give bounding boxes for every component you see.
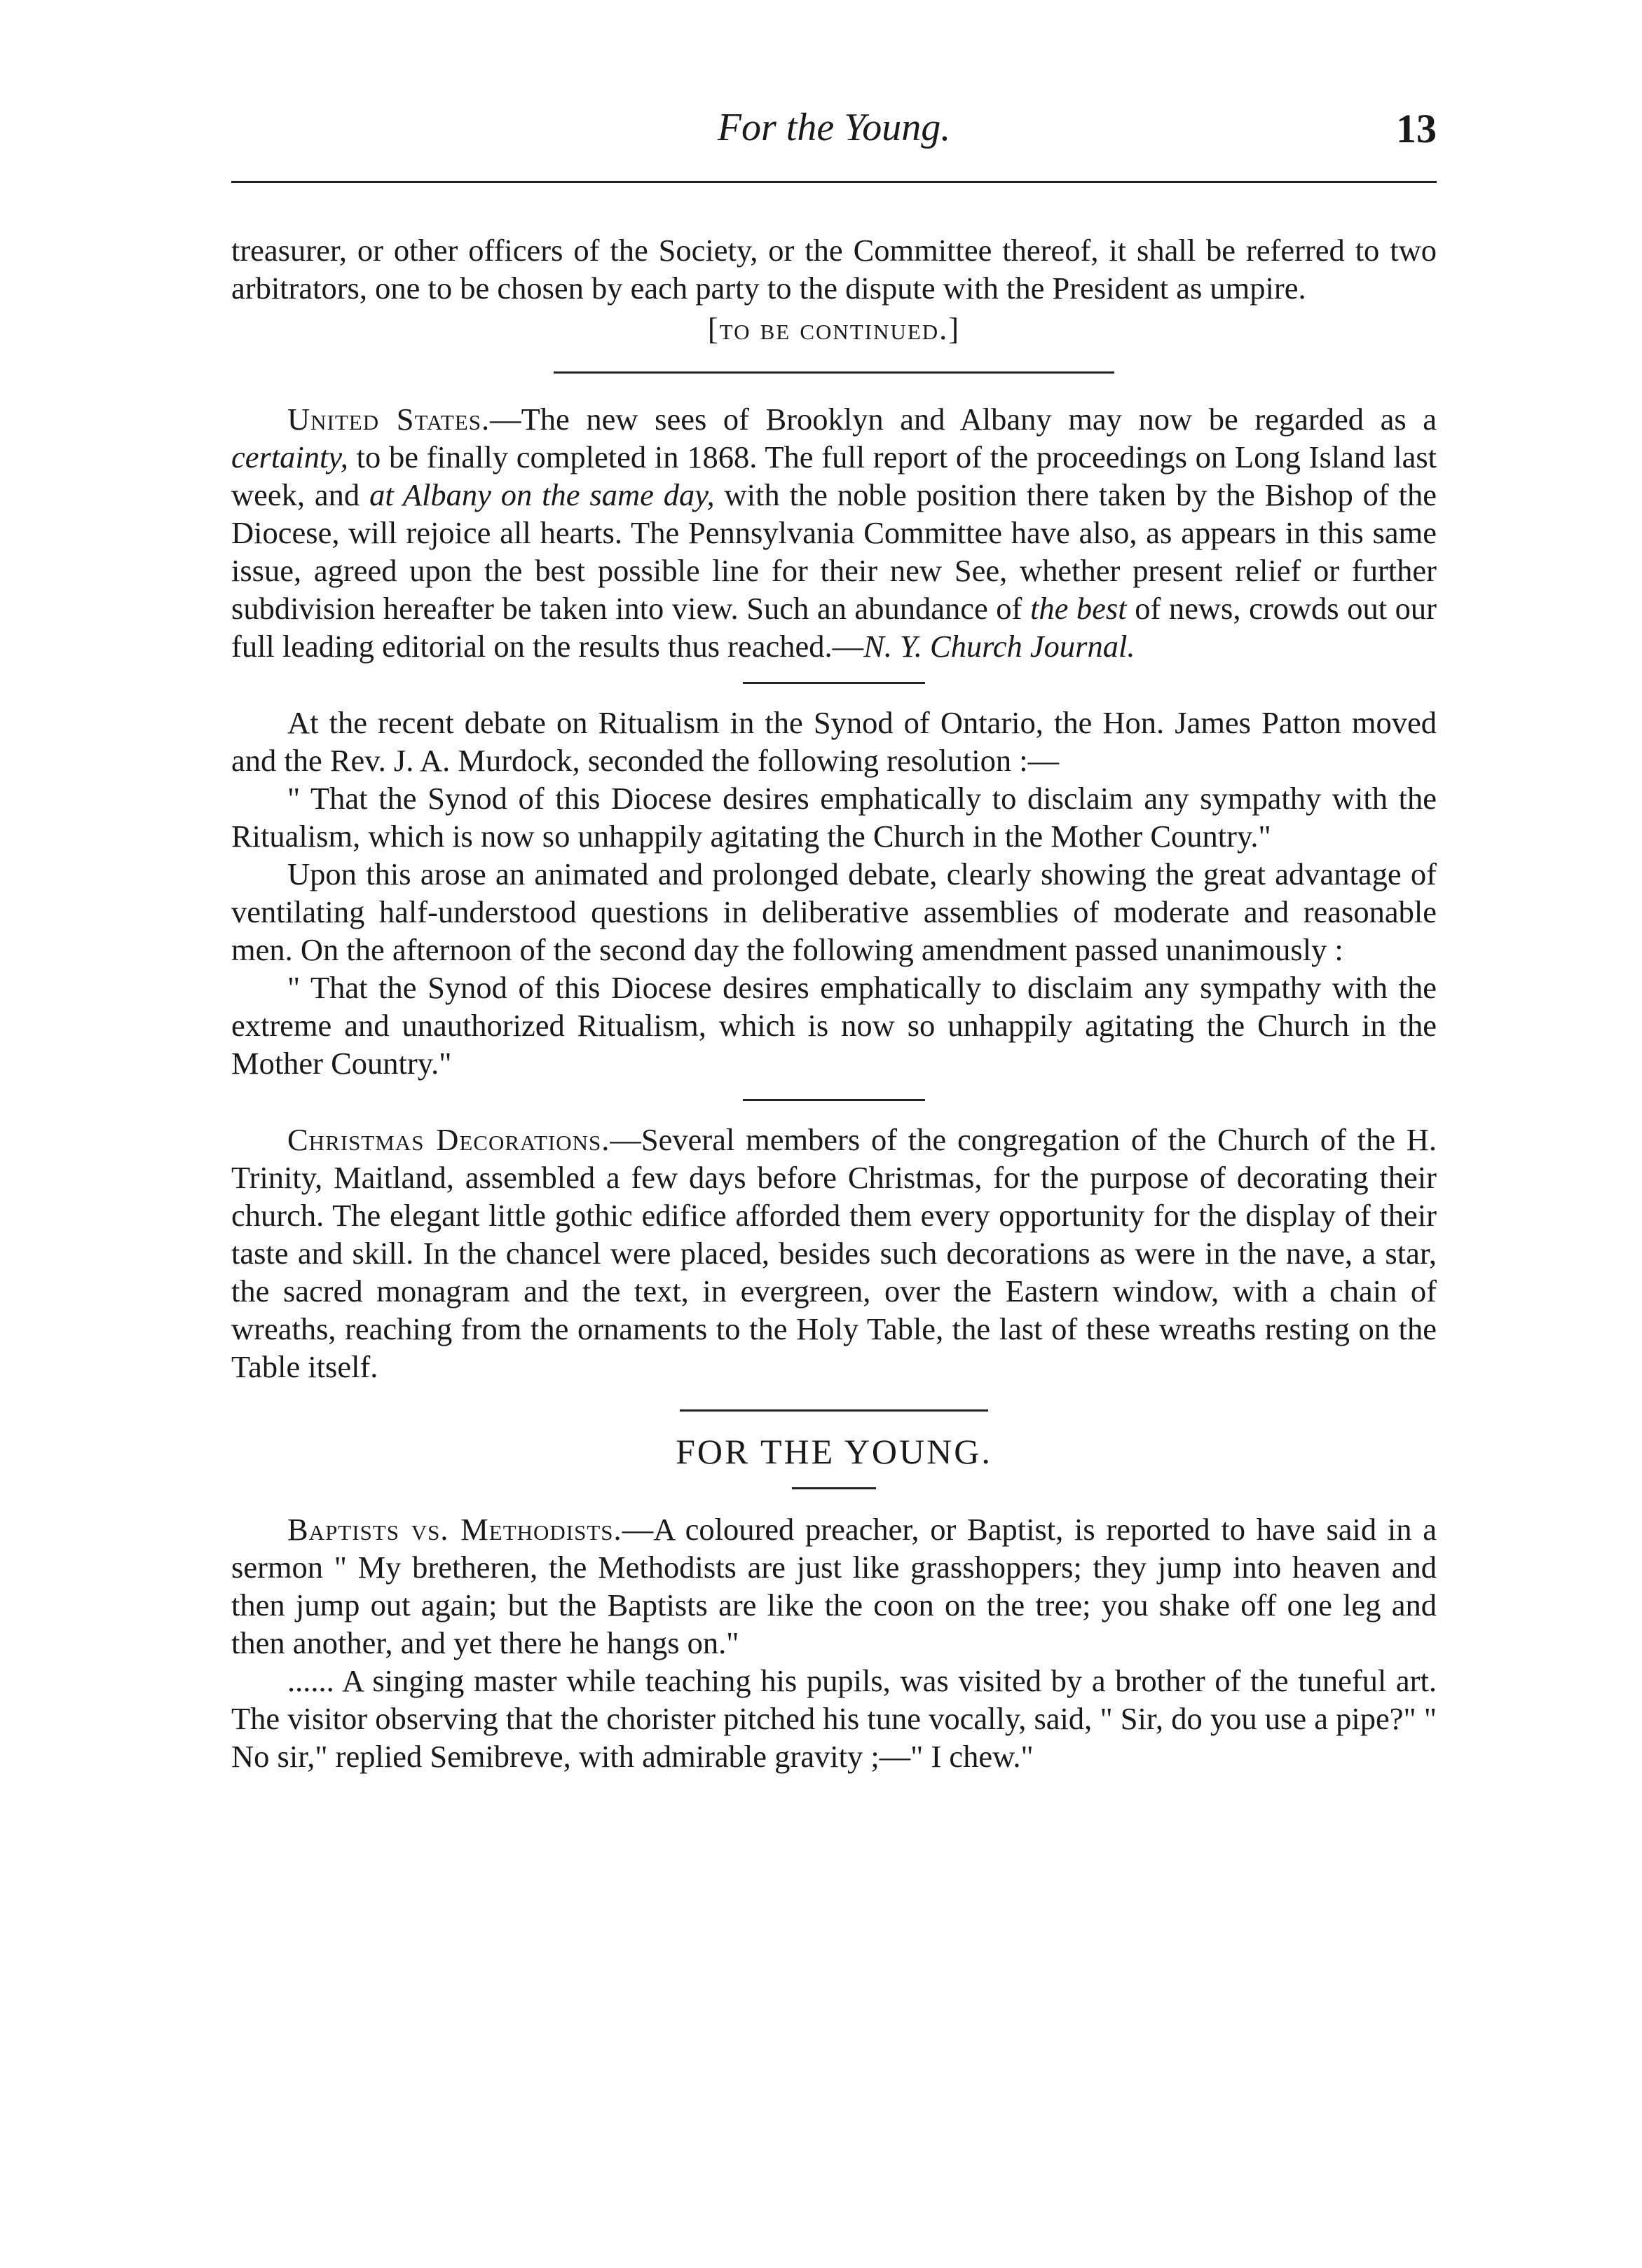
body-text xyxy=(231,231,1437,1775)
item-divider xyxy=(743,1099,925,1101)
united-states-text-3: with the noble position there taken by the Bishop of the Diocese, will rejoice all hearts. The Pennsylvania Committee have also, as appears in this same issue, agreed upon the best possible line for their new See, whether present relief or further subdivision hereafter be taken into view. Such an abundance of xyxy=(231,477,1437,626)
ritualism-paragraph-1: At the recent debate on Ritualism in the Synod of Ontario, the Hon. James Patton moved and the Rev. J. A. Murdock, seconded the following resolution :— xyxy=(231,705,1437,778)
running-title: For the Young. xyxy=(717,106,951,149)
christmas-paragraph xyxy=(231,1121,1437,1386)
christmas-text: —Several members of the congregation of the Church of the H. Trinity, Maitland, assembled a few days before Christmas, for the purpose of decorating their church. The elegant little gothic edifice afforded them every opportunity for the display of their taste and skill. In the chancel were placed, besides such decorations as were in the nave, a star, the sacred monagram and the text, in evergreen, over the Eastern window, with a chain of wreaths, reaching from the ornaments to the Holy Table, the last of these wreaths resting on the Table itself. xyxy=(231,1122,1437,1384)
united-states-em-3: the best xyxy=(1029,591,1127,626)
united-states-text-4: of news, crowds out our full leading editorial on the results thus reached.— xyxy=(231,591,1437,664)
united-states-text-1: —The new sees of Brooklyn and Albany may now be regarded as a xyxy=(490,402,1437,437)
section-divider xyxy=(554,371,1114,374)
christmas-lead: Christmas Decorations. xyxy=(287,1122,610,1157)
united-states-source: N. Y. Church Journal. xyxy=(863,629,1135,664)
ritualism-resolution: " That the Synod of this Diocese desires emphatically to disclaim any sympathy with the Ritualism, which is now so unhappily agitating the Church in the Mother Country." xyxy=(231,781,1437,854)
united-states-paragraph xyxy=(231,400,1437,665)
header-rule xyxy=(231,181,1437,183)
running-head xyxy=(231,105,1437,161)
heading-divider xyxy=(792,1487,876,1489)
ritualism-paragraph-debate: Upon this arose an animated and prolonged debate, clearly showing the great advantage of ventilating half-understood questions in deliberative assemblies of moderate and reasonable men. On the afternoon of the second day the following amendment passed unanimously : xyxy=(231,856,1437,967)
baptists-lead: Baptists vs. Methodists. xyxy=(287,1512,622,1547)
continued-note: [to be continued.] xyxy=(707,311,961,346)
singing-master-paragraph: ...... A singing master while teaching his pupils, was visited by a brother of the tuneful art. The visitor observing that the chorister pitched his tune vocally, said, " Sir, do you use a pipe?" " No sir," replied Semibreve, with admirable gravity ;—" I chew." xyxy=(231,1663,1437,1774)
united-states-em-2: at Albany on the same day, xyxy=(369,477,715,512)
united-states-lead: United States. xyxy=(287,402,491,437)
page-number: 13 xyxy=(1396,106,1437,151)
section-divider xyxy=(680,1409,988,1412)
society-rules-paragraph: treasurer, or other officers of the Society, or the Committee thereof, it shall be referred to two arbitrators, one to be chosen by each party to the dispute with the President as umpire. xyxy=(231,233,1437,306)
baptists-paragraph xyxy=(231,1510,1437,1662)
item-divider xyxy=(743,682,925,684)
for-the-young-heading: FOR THE YOUNG. xyxy=(676,1432,992,1471)
united-states-em-1: certainty, xyxy=(231,439,348,474)
baptists-text: —A coloured preacher, or Baptist, is reported to have said in a sermon " My bretheren, the Methodists are just like grasshoppers; they jump into heaven and then jump out again; but the Baptists are like the coon on the tree; you shake off one leg and then another, and yet there he hangs on." xyxy=(231,1512,1437,1660)
united-states-text-2: to be finally completed in 1868. The full report of the proceedings on Long Island last week, and xyxy=(231,439,1437,512)
ritualism-amendment: " That the Synod of this Diocese desires emphatically to disclaim any sympathy with the extreme and unauthorized Ritualism, which is now so unhappily agitating the Church in the Mother Country." xyxy=(231,970,1437,1081)
